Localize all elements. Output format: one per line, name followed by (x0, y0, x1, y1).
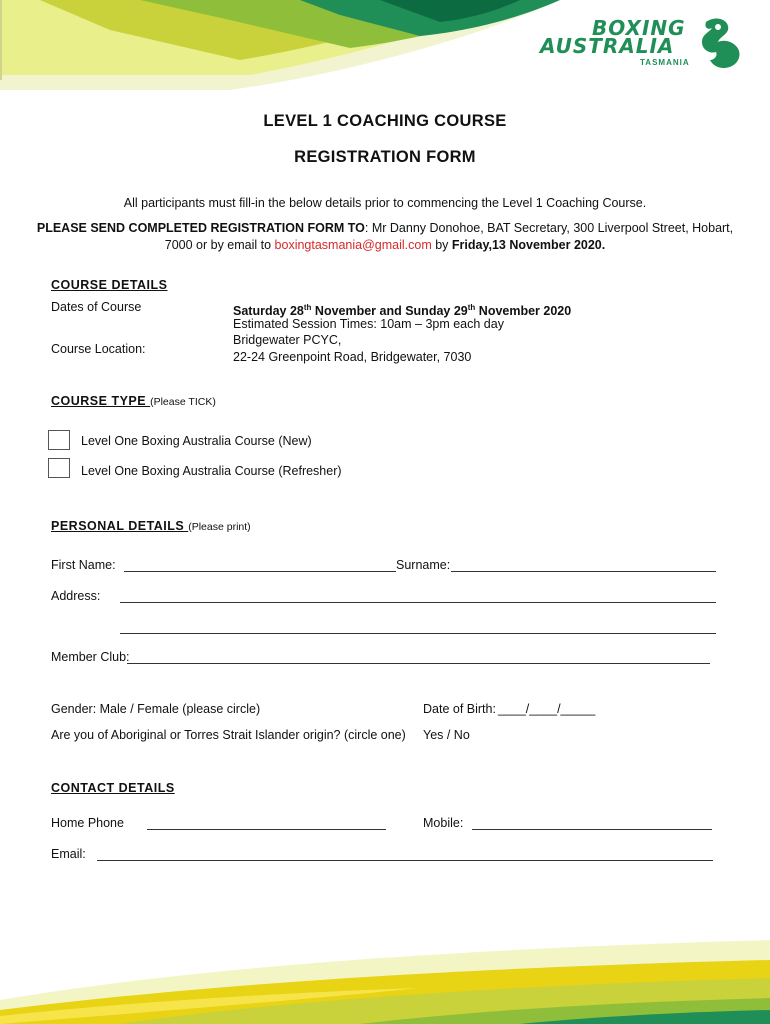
personal-details-note: (Please print) (188, 521, 251, 533)
first-name-field[interactable] (124, 571, 396, 572)
location-line2: 22-24 Greenpoint Road, Bridgewater, 7030 (233, 350, 472, 364)
dates-value-c: November 2020 (475, 304, 572, 319)
send-label: PLEASE SEND COMPLETED REGISTRATION FORM TO (36, 221, 365, 235)
location-label: Course Location: (51, 342, 146, 356)
personal-details-heading: PERSONAL DETAILS (51, 519, 189, 533)
footer-banner (0, 930, 770, 1024)
page-subtitle: REGISTRATION FORM (294, 148, 476, 166)
session-times: Estimated Session Times: 10am – 3pm each day (233, 317, 504, 331)
personal-details-heading-row (51, 517, 251, 535)
dates-sup-a: th (303, 303, 312, 312)
address-label: Address: (51, 589, 101, 603)
logo-text-tasmania: TASMANIA (640, 58, 690, 67)
option-new-course: Level One Boxing Australia Course (New) (81, 434, 312, 448)
course-type-note: (Please TICK) (150, 396, 216, 408)
surname-field[interactable] (451, 571, 716, 572)
page-title: LEVEL 1 COACHING COURSE (263, 112, 507, 130)
course-type-heading-row (51, 392, 216, 410)
home-phone-label: Home Phone (51, 816, 124, 830)
send-instructions-line2 (0, 237, 770, 254)
aboriginal-question: Are you of Aboriginal or Torres Strait Islander origin? (circle one) (51, 728, 406, 742)
send-instructions (0, 220, 770, 237)
dates-sup-b: th (467, 303, 476, 312)
contact-details-heading: CONTACT DETAILS (51, 781, 175, 795)
send-line2-mid: by (431, 238, 452, 252)
member-club-label: Member Club: (51, 650, 130, 664)
boxing-glove-map-icon (696, 16, 744, 70)
logo-text-boxing: BOXING (592, 16, 686, 40)
email-field[interactable] (97, 860, 713, 861)
checkbox-new-course[interactable] (48, 430, 70, 450)
dob-label: Date of Birth: (423, 702, 496, 716)
dates-value-a: Saturday 28 (233, 304, 304, 319)
dob-field[interactable]: ____/____/_____ (498, 702, 596, 716)
checkbox-refresher-course[interactable] (48, 458, 70, 478)
course-type-heading: COURSE TYPE (51, 394, 151, 408)
logo-text-australia: AUSTRALIA (540, 34, 675, 58)
gender-label: Gender: Male / Female (please circle) (51, 702, 261, 716)
mobile-label: Mobile: (423, 816, 464, 830)
surname-label: Surname: (396, 558, 451, 572)
address-field-line2[interactable] (120, 633, 716, 634)
send-address: : Mr Danny Donohoe, BAT Secretary, 300 Liverpool Street, Hobart, (364, 221, 734, 235)
address-field-line1[interactable] (120, 602, 716, 603)
email-link[interactable]: boxingtasmania@gmail.com (274, 238, 432, 252)
first-name-label: First Name: (51, 558, 116, 572)
send-line2-start: 7000 or by email to (164, 238, 275, 252)
member-club-field[interactable] (127, 663, 710, 664)
dates-value-b: November and Sunday 29 (311, 304, 468, 319)
course-details-heading: COURSE DETAILS (51, 278, 168, 292)
option-refresher-course: Level One Boxing Australia Course (Refresher) (81, 464, 342, 478)
email-label: Email: (51, 847, 86, 861)
dates-label: Dates of Course (51, 300, 142, 314)
location-line1: Bridgewater PCYC, (233, 333, 342, 347)
intro-text: All participants must fill-in the below details prior to commencing the Level 1 Coaching Course. (123, 196, 647, 210)
deadline: Friday,13 November 2020. (451, 238, 606, 252)
home-phone-field[interactable] (147, 829, 386, 830)
aboriginal-options[interactable]: Yes / No (423, 728, 470, 742)
mobile-field[interactable] (472, 829, 712, 830)
